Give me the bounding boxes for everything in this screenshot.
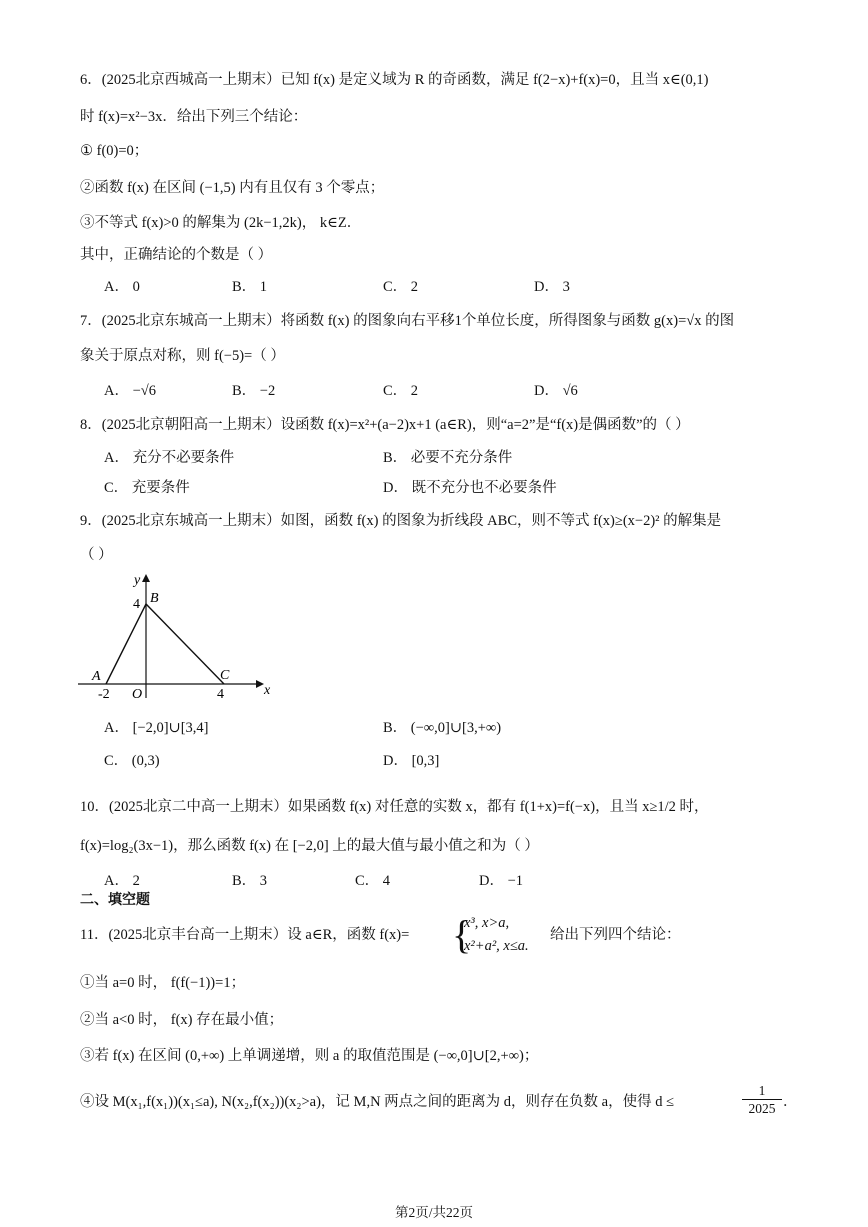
q7-option-d: D． √6 (534, 383, 578, 399)
q6-stem-line1: 6．(2025北京西城高一上期末）已知 f(x) 是定义域为 R 的奇函数，满足 f(2−x)+f(x)=0，且当 x∈(0,1) (80, 72, 709, 88)
q9-option-c: C． (0,3) (104, 753, 160, 769)
y-axis-arrow (142, 574, 150, 582)
q11-conclusion-4: ④设 M(x₁,f(x₁))(x₁≤a), N(x₂,f(x₂))(x₂>a)，记 M,N 两点之间的距离为 d，则存在负数 a，使得 d ≤ (80, 1094, 675, 1110)
q10-stem-line2: f(x)=log₂(3x−1)，那么函数 f(x) 在 [−2,0] 上的最大值与最小值之和为（ ） (80, 838, 539, 854)
q9-graph-figure (78, 570, 271, 702)
q11-conclusion-1: ①当 a=0 时， f(f(−1))=1； (80, 975, 246, 991)
q11-conclusion-4-end: ． (783, 1094, 798, 1110)
q8-stem: 8．(2025北京朝阳高一上期末）设函数 f(x)=x²+(a−2)x+1 (a∈R)，则“a=2”是“f(x)是偶函数”的（ ） (80, 417, 690, 433)
fraction-denominator: 2025 (742, 1099, 782, 1117)
point-b-label: B (150, 591, 159, 606)
q11-case-1: x³, x>a, (464, 915, 510, 931)
page-number-footer: 第2页/共22页 (394, 1205, 473, 1220)
polyline-abc (106, 604, 224, 684)
q11-case-2: x²+a², x≤a. (464, 938, 529, 954)
x-axis-label: x (264, 683, 271, 698)
point-c-label: C (220, 668, 230, 683)
q7-stem-line2: 象关于原点对称，则 f(−5)=（ ） (80, 348, 285, 364)
q10-option-c: C． 4 (355, 873, 391, 889)
q6-option-b: B． 1 (232, 279, 268, 295)
q11-conclusion-3: ③若 f(x) 在区间 (0,+∞) 上单调递增，则 a 的取值范围是 (−∞,0]∪[2,+∞)； (80, 1048, 539, 1064)
q11-brace: { (452, 912, 472, 957)
q7-stem-line1: 7．(2025北京东城高一上期末）将函数 f(x) 的图象向右平移1个单位长度，所得图象与函数 g(x)=√x 的图 (80, 313, 735, 329)
q8-option-d: D． 既不充分也不必要条件 (383, 480, 557, 496)
q11-stem-prefix: 11．(2025北京丰台高一上期末）设 a∈R，函数 f(x)= (80, 927, 410, 943)
q9-stem-line1: 9．(2025北京东城高一上期末）如图，函数 f(x) 的图象为折线段 ABC，则不等式 f(x)≥(x−2)² 的解集是 (80, 513, 722, 529)
q6-question: 其中，正确结论的个数是（ ） (80, 247, 273, 263)
q7-option-c: C． 2 (383, 383, 419, 399)
point-a-label: A (92, 669, 101, 684)
q6-option-c: C． 2 (383, 279, 419, 295)
q10-option-d: D． −1 (479, 873, 524, 889)
q9-stem-line2: （ ） (80, 547, 113, 563)
q8-option-c: C． 充要条件 (104, 480, 190, 496)
q8-option-b: B． 必要不充分条件 (383, 450, 513, 466)
q9-option-a: A． [−2,0]∪[3,4] (104, 720, 209, 736)
q9-option-d: D． [0,3] (383, 753, 440, 769)
q9-option-b: B． (−∞,0]∪[3,+∞) (383, 720, 502, 736)
q6-option-d: D． 3 (534, 279, 570, 295)
origin-label: O (132, 687, 143, 702)
tick-neg2: -2 (98, 687, 110, 702)
q8-option-a: A． 充分不必要条件 (104, 450, 235, 466)
q10-option-a: A． 2 (104, 873, 140, 889)
q6-option-a: A． 0 (104, 279, 140, 295)
q6-conclusion-2: ②函数 f(x) 在区间 (−1,5) 内有且仅有 3 个零点； (80, 180, 385, 196)
q6-stem-line2: 时 f(x)=x²−3x．给出下列三个结论： (80, 109, 308, 125)
section-heading: 二、填空题 (80, 892, 150, 908)
q7-option-b: B． −2 (232, 383, 276, 399)
q6-conclusion-1: ① f(0)=0； (80, 143, 149, 159)
tick-4-x: 4 (217, 687, 224, 702)
y-axis-label: y (134, 573, 141, 588)
fraction-numerator: 1 (758, 1083, 766, 1098)
q11-stem-suffix: 给出下列四个结论： (550, 927, 681, 943)
tick-4-y: 4 (133, 597, 140, 612)
q10-option-b: B． 3 (232, 873, 268, 889)
q7-option-a: A． −√6 (104, 383, 156, 399)
q11-conclusion-2: ②当 a<0 时， f(x) 存在最小值； (80, 1012, 284, 1028)
q10-stem-line1: 10．(2025北京二中高一上期末）如果函数 f(x) 对任意的实数 x，都有 f(1+x)=f(−x)，且当 x≥1/2 时， (80, 799, 709, 815)
q6-conclusion-3: ③不等式 f(x)>0 的解集为 (2k−1,2k)， k∈Z． (80, 215, 362, 231)
q11-fraction (742, 1082, 782, 1117)
x-axis-arrow (256, 680, 264, 688)
